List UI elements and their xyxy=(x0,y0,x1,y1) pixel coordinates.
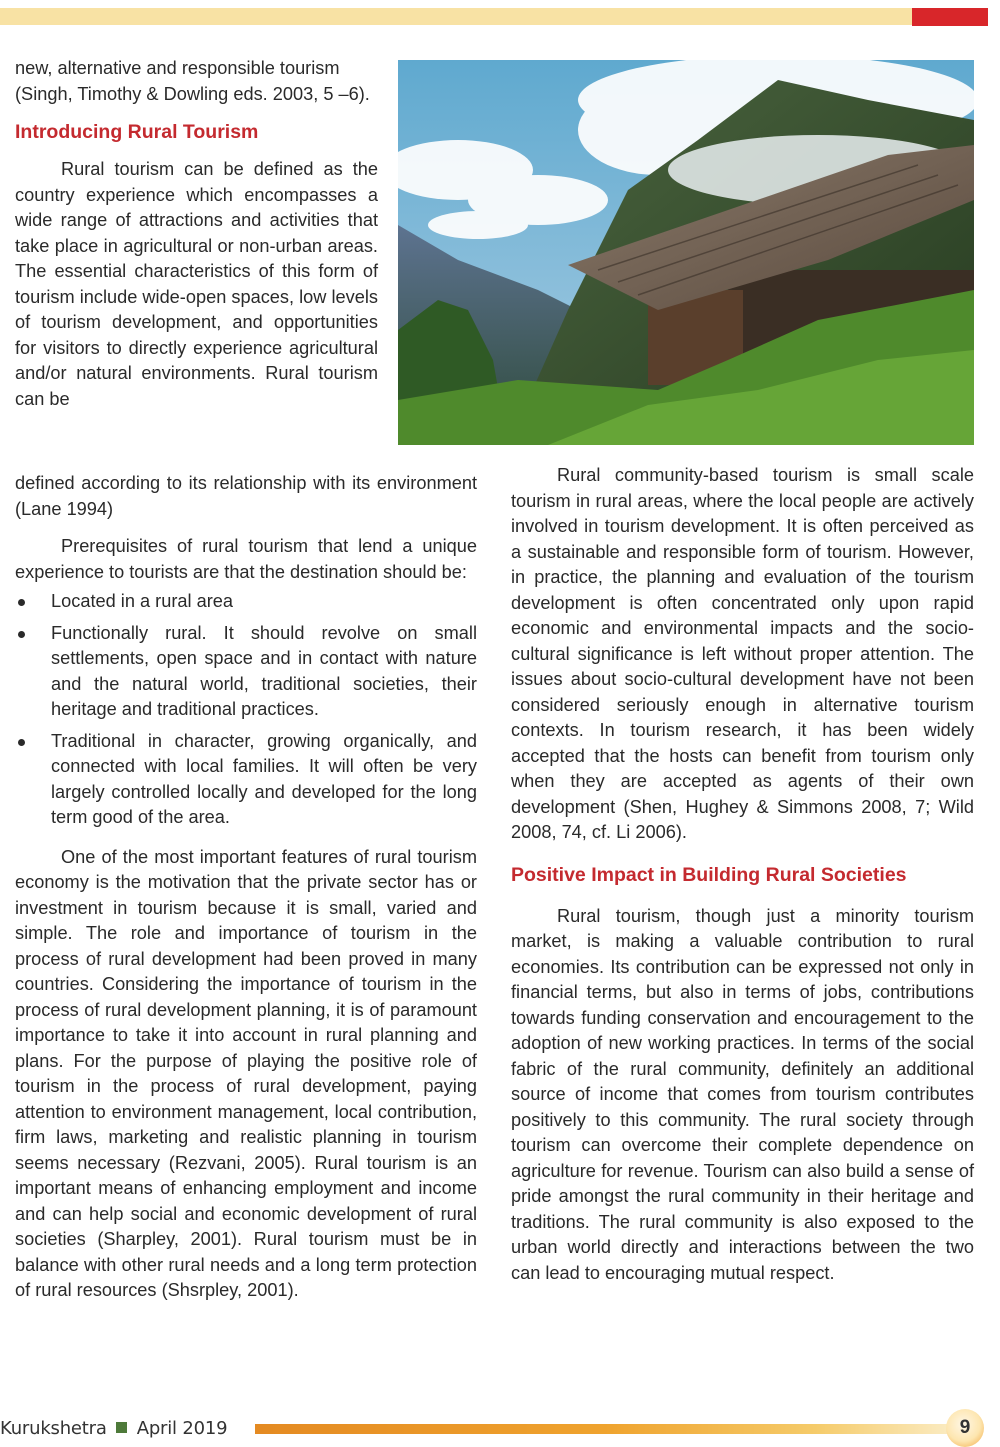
list-item-text: Functionally rural. It should revolve on small settlements, open space and in contact with nature and the natural world, traditional societies, their heritage and traditional practices. xyxy=(51,622,477,719)
list-item-text: Located in a rural area xyxy=(51,591,233,611)
right-column xyxy=(511,463,974,1286)
left-column-main xyxy=(15,471,477,1304)
footer-citation xyxy=(0,1418,227,1439)
header-accent-block xyxy=(912,8,988,26)
issue-date: April 2019 xyxy=(136,1418,228,1439)
prerequisites-paragraph: Prerequisites of rural tourism that lend a unique experience to tourists are that the destination should be: xyxy=(15,536,477,582)
section-heading-introducing-rural-tourism: Introducing Rural Tourism xyxy=(15,121,259,143)
definition-paragraph-continued: defined according to its relationship with its environment (Lane 1994) xyxy=(15,473,477,519)
page-number-badge xyxy=(946,1409,984,1447)
bullet-icon xyxy=(18,599,25,606)
separator-square-icon xyxy=(116,1422,127,1433)
publication-name: Kurukshetra xyxy=(0,1418,107,1439)
prerequisites-list xyxy=(15,589,477,831)
continuation-paragraph: new, alternative and responsible tourism (Singh, Timothy & Dowling eds. 2003, 5 –6). xyxy=(15,58,370,104)
definition-paragraph: Rural tourism can be defined as the country experience which encompasses a wide range of attractions and activities that take place in agricultural or non-urban areas. The essential characteristics of this form of tourism include wide-open spaces, low levels of tourism development, and opportunities for visitors to directly experience agricultural and/or natural environments. Rural tourism can be xyxy=(15,159,378,409)
page-number: 9 xyxy=(959,1417,971,1438)
footer-gradient-bar xyxy=(255,1424,955,1434)
list-item-text: Traditional in character, growing organically, and connected with local families. It will often be very largely controlled locally and developed for the long term good of the area. xyxy=(51,730,477,827)
header-bar xyxy=(0,8,912,25)
bullet-icon xyxy=(18,631,25,638)
community-tourism-paragraph: Rural community-based tourism is small scale tourism in rural areas, where the local people are actively involved in tourism development. It is often perceived as a sustainable and responsible form of tourism. However, in practice, the planning and evaluation of the tourism development is often concentrated only upon rapid economic and environmental impacts and the socio-cultural significance is left without proper attention. The issues about socio-cultural development have not been considered seriously enough in alternative tourism contexts. In tourism research, it has been widely accepted that the hosts can benefit from tourism only when they are accepted as agents of their own development (Shen, Hughey & Simmons 2008, 7; Wild 2008, 74, cf. Li 2006). xyxy=(511,465,974,842)
bullet-icon xyxy=(18,739,25,746)
rural-hut-photo xyxy=(398,60,974,445)
photo-illustration xyxy=(398,60,974,445)
left-column-top xyxy=(15,56,378,412)
features-paragraph: One of the most important features of rural tourism economy is the motivation that the private sector has or investment in tourism because it is small, varied and simple. The role and importance of tourism in the process of rural development had been proved in many countries. Considering the importance of tourism in the process of rural development planning, it is of paramount importance to take it into account in rural planning and plans. For the purpose of playing the positive role of tourism in the process of rural development, paying attention to environment management, local contribution, firm laws, marketing and realistic planning in tourism seems necessary (Rezvani, 2005). Rural tourism is an important means of enhancing employment and income and can help social and economic development of rural societies (Sharpley, 2001). Rural tourism must be in balance with other rural needs and a long term protection of rural resources (Shsrpley, 2001). xyxy=(15,846,477,1300)
list-item xyxy=(15,589,477,615)
list-item xyxy=(15,729,477,831)
section-heading-positive-impact: Positive Impact in Building Rural Societies xyxy=(511,863,907,886)
positive-impact-paragraph: Rural tourism, though just a minority tourism market, is making a valuable contribution to rural economies. Its contribution can be expressed not only in financial terms, but also in terms of jobs, contributions towards funding conservation and encouragement to the adoption of new working practices. In terms of the social fabric of the rural community, definitely an additional source of income that comes from tourism contributes positively to this community. The rural society through tourism can overcome their complete dependence on agriculture for revenue. Tourism can also build a sense of pride amongst the rural community in their heritage and traditions. The rural community is also exposed to the urban world directly and interactions between the two can lead to encouraging mutual respect. xyxy=(511,905,974,1283)
list-item xyxy=(15,621,477,723)
